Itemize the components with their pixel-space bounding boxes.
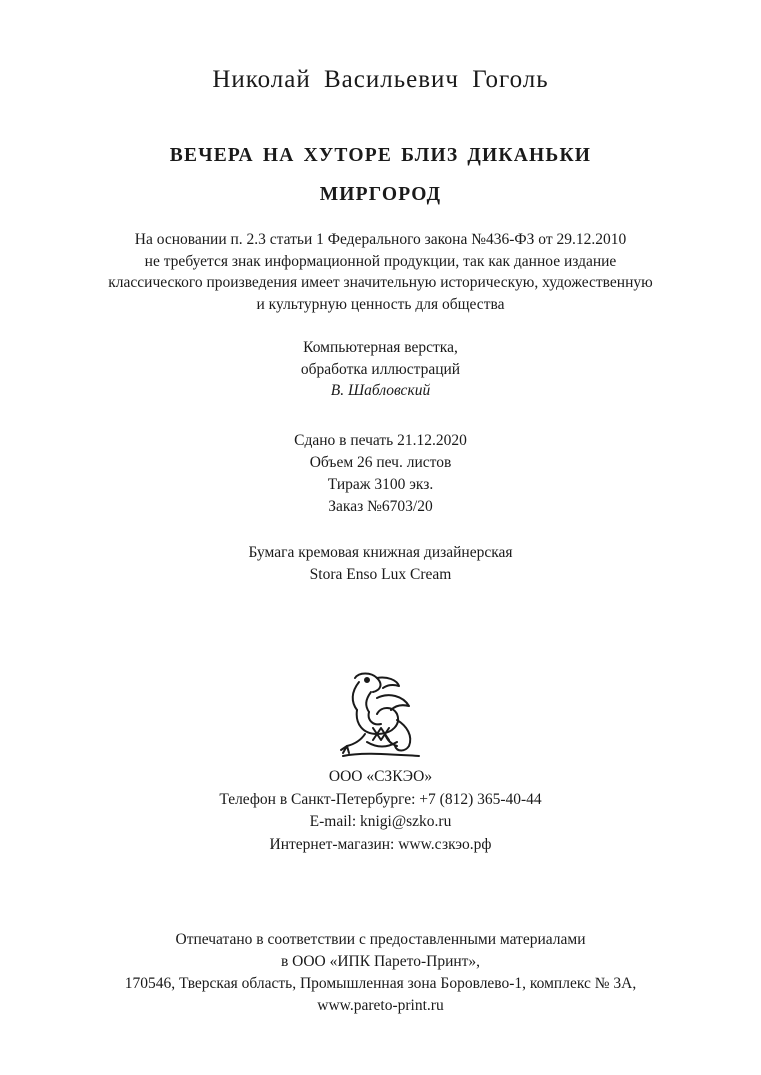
paper-brand: Stora Enso Lux Cream	[309, 565, 452, 583]
paper-type: Бумага кремовая книжная дизайнерская	[248, 544, 513, 561]
legal-notice	[0, 229, 761, 315]
print-info	[0, 430, 761, 518]
author-name: Николай Васильевич Гоголь	[212, 66, 549, 93]
credits-name: В. Шабловский	[330, 382, 431, 399]
credits-role: Компьютерная верстка,	[303, 339, 458, 356]
printer-info	[0, 929, 761, 1017]
legal-notice-line: и культурную ценность для общества	[256, 295, 505, 313]
legal-notice-line: На основании п. 2.3 статьи 1 Федерального закона №436-ФЗ от 29.12.2010	[134, 231, 627, 248]
printer-line: Отпечатано в соответствии с предоставленными материалами	[175, 931, 586, 948]
print-volume: Объем 26 печ. листов	[309, 454, 452, 471]
credits	[0, 337, 761, 402]
print-run: Тираж 3100 экз.	[327, 476, 434, 493]
book-title-1: ВЕЧЕРА НА ХУТОРЕ БЛИЗ ДИКАНЬКИ	[169, 145, 592, 166]
print-order: Заказ №6703/20	[328, 498, 433, 515]
printer-website: www.pareto-print.ru	[317, 997, 444, 1014]
credits-role: обработка иллюстраций	[300, 360, 461, 378]
print-date: Сдано в печать 21.12.2020	[294, 432, 467, 449]
dragon-emblem-icon	[337, 668, 425, 760]
publisher-phone: Телефон в Санкт-Петербурге: +7 (812) 365-40-44	[219, 790, 542, 808]
book-title-2: МИРГОРОД	[319, 184, 442, 205]
printer-line: в ООО «ИПК Парето-Принт»,	[280, 953, 481, 970]
publisher-name: ООО «СЗКЭО»	[328, 768, 433, 785]
printer-address: 170546, Тверская область, Промышленная зона Боровлево-1, комплекс № 3А,	[124, 975, 637, 992]
legal-notice-line: не требуется знак информационной продукции, так как данное издание	[144, 252, 617, 270]
publisher-email: E-mail: knigi@szko.ru	[309, 813, 452, 830]
publisher-shop: Интернет-магазин: www.сзкэо.рф	[269, 835, 492, 853]
legal-notice-line: классического произведения имеет значительную историческую, художественную	[108, 274, 653, 291]
paper-info	[0, 542, 761, 585]
publisher-info	[0, 766, 761, 856]
